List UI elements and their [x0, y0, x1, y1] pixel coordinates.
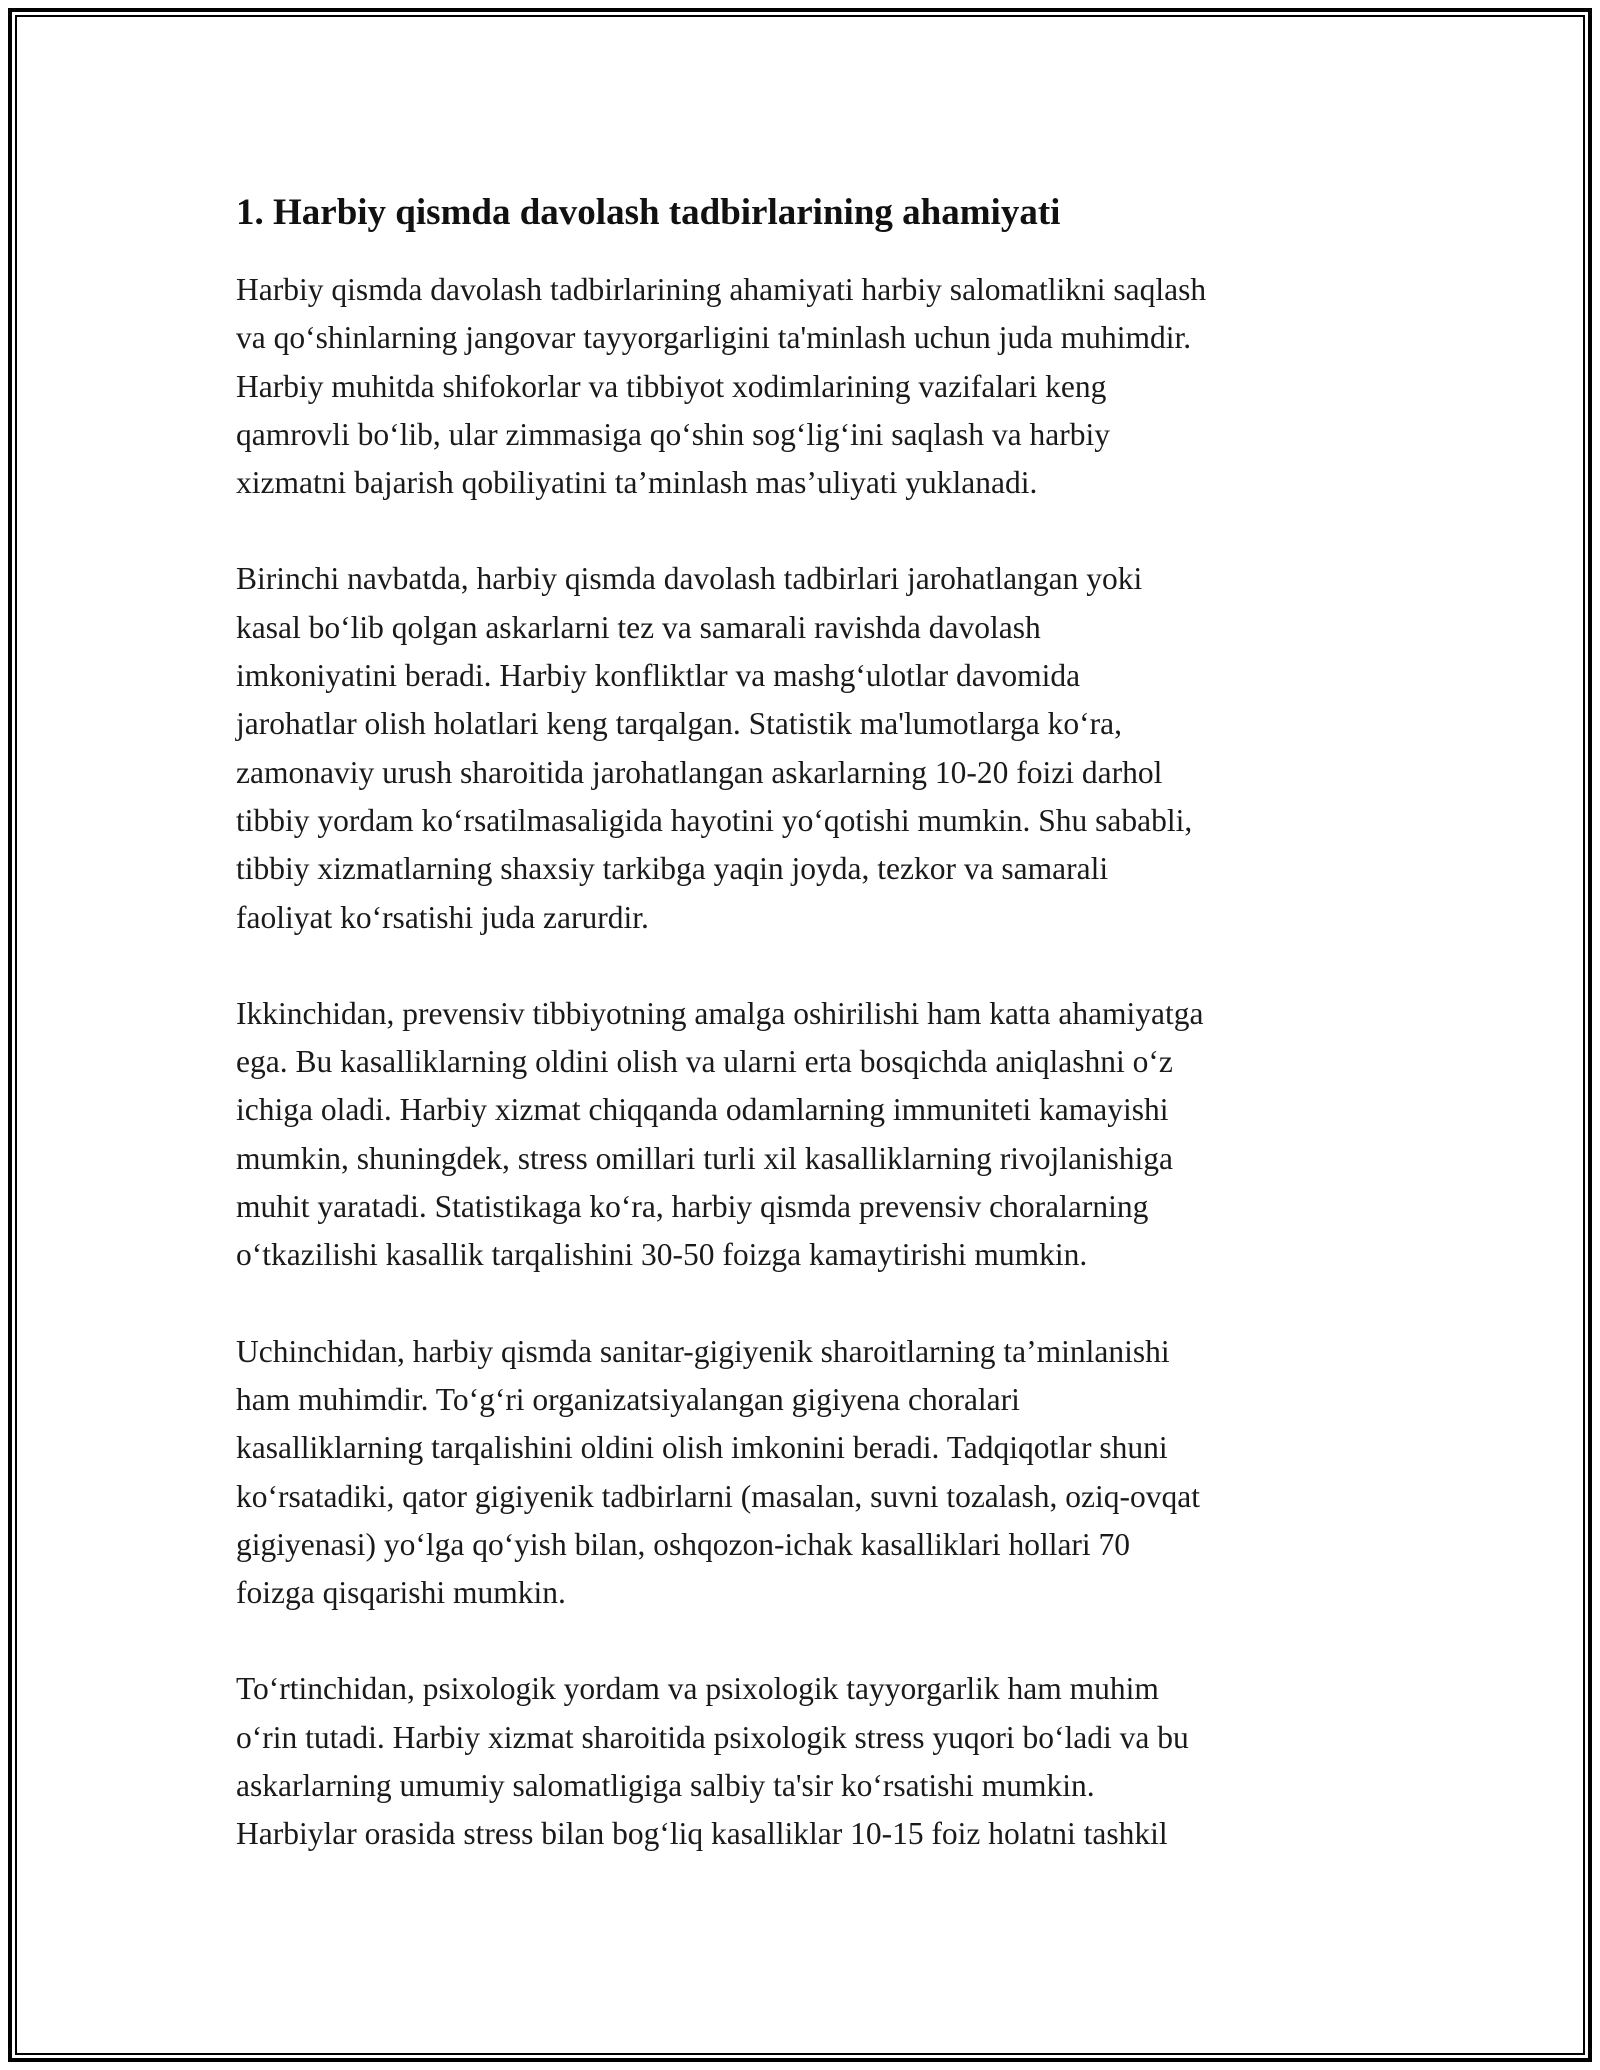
section-heading: 1. Harbiy qismda davolash tadbirlarining ahamiyati	[236, 192, 1061, 233]
paragraph-third-point: Uchinchidan, harbiy qismda sanitar-gigiyenik sharoitlarning ta’minlanishi ham muhimdir. To‘g‘ri organizatsiyalangan gigiyena choralari kasalliklarning tarqalishini oldini olish imkonini beradi. Tadqiqotlar shuni ko‘rsatadiki, qator gigiyenik tadbirlarni (masalan, suvni tozalash, oziq-ovqat gigiyenasi) yo‘lga qo‘yish bilan, oshqozon-ichak kasalliklari hollari 70 foizga qisqarishi mumkin.	[236, 1333, 1200, 1611]
paragraph-second-point: Ikkinchidan, prevensiv tibbiyotning amalga oshirilishi ham katta ahamiyatga ega. Bu kasalliklarning oldini olish va ularni erta bosqichda aniqlashni o‘z ichiga oladi. Harbiy xizmat chiqqanda odamlarning immuniteti kamayishi mumkin, shuningdek, stress omillari turli xil kasalliklarning rivojlanishiga muhit yaratadi. Statistikaga ko‘ra, harbiy qismda prevensiv choralarning o‘tkazilishi kasallik tarqalishini 30-50 foizga kamaytirishi mumkin.	[236, 995, 1204, 1273]
paragraph-intro: Harbiy qismda davolash tadbirlarining ahamiyati harbiy salomatlikni saqlash va qo‘shinlarning jangovar tayyorgarligini ta'minlash uchun juda muhimdir. Harbiy muhitda shifokorlar va tibbiyot xodimlarining vazifalari keng qamrovli bo‘lib, ular zimmasiga qo‘shin sog‘lig‘ini saqlash va harbiy xizmatni bajarish qobiliyatini ta’minlash mas’uliyati yuklanadi.	[236, 272, 1207, 501]
paragraph-first-point: Birinchi navbatda, harbiy qismda davolash tadbirlari jarohatlangan yoki kasal bo‘lib qolgan askarlarni tez va samarali ravishda davolash imkoniyatini beradi. Harbiy konfliktlar va mashg‘ulotlar davomida jarohatlar olish holatlari keng tarqalgan. Statistik ma'lumotlarga ko‘ra, zamonaviy urush sharoitida jarohatlangan askarlarning 10-20 foizi darhol tibbiy yordam ko‘rsatilmasaligida hayotini yo‘qotishi mumkin. Shu sababli, tibbiy xizmatlarning shaxsiy tarkibga yaqin joyda, tezkor va samarali faoliyat ko‘rsatishi juda zarurdir.	[236, 561, 1193, 935]
document-body	[236, 186, 1366, 1907]
paragraph-fourth-point: To‘rtinchidan, psixologik yordam va psixologik tayyorgarlik ham muhim o‘rin tutadi. Harbiy xizmat sharoitida psixologik stress yuqori bo‘ladi va bu askarlarning umumiy salomatligiga salbiy ta'sir ko‘rsatishi mumkin. Harbiylar orasida stress bilan bog‘liq kasalliklar 10-15 foiz holatni tashkil	[236, 1671, 1189, 1852]
